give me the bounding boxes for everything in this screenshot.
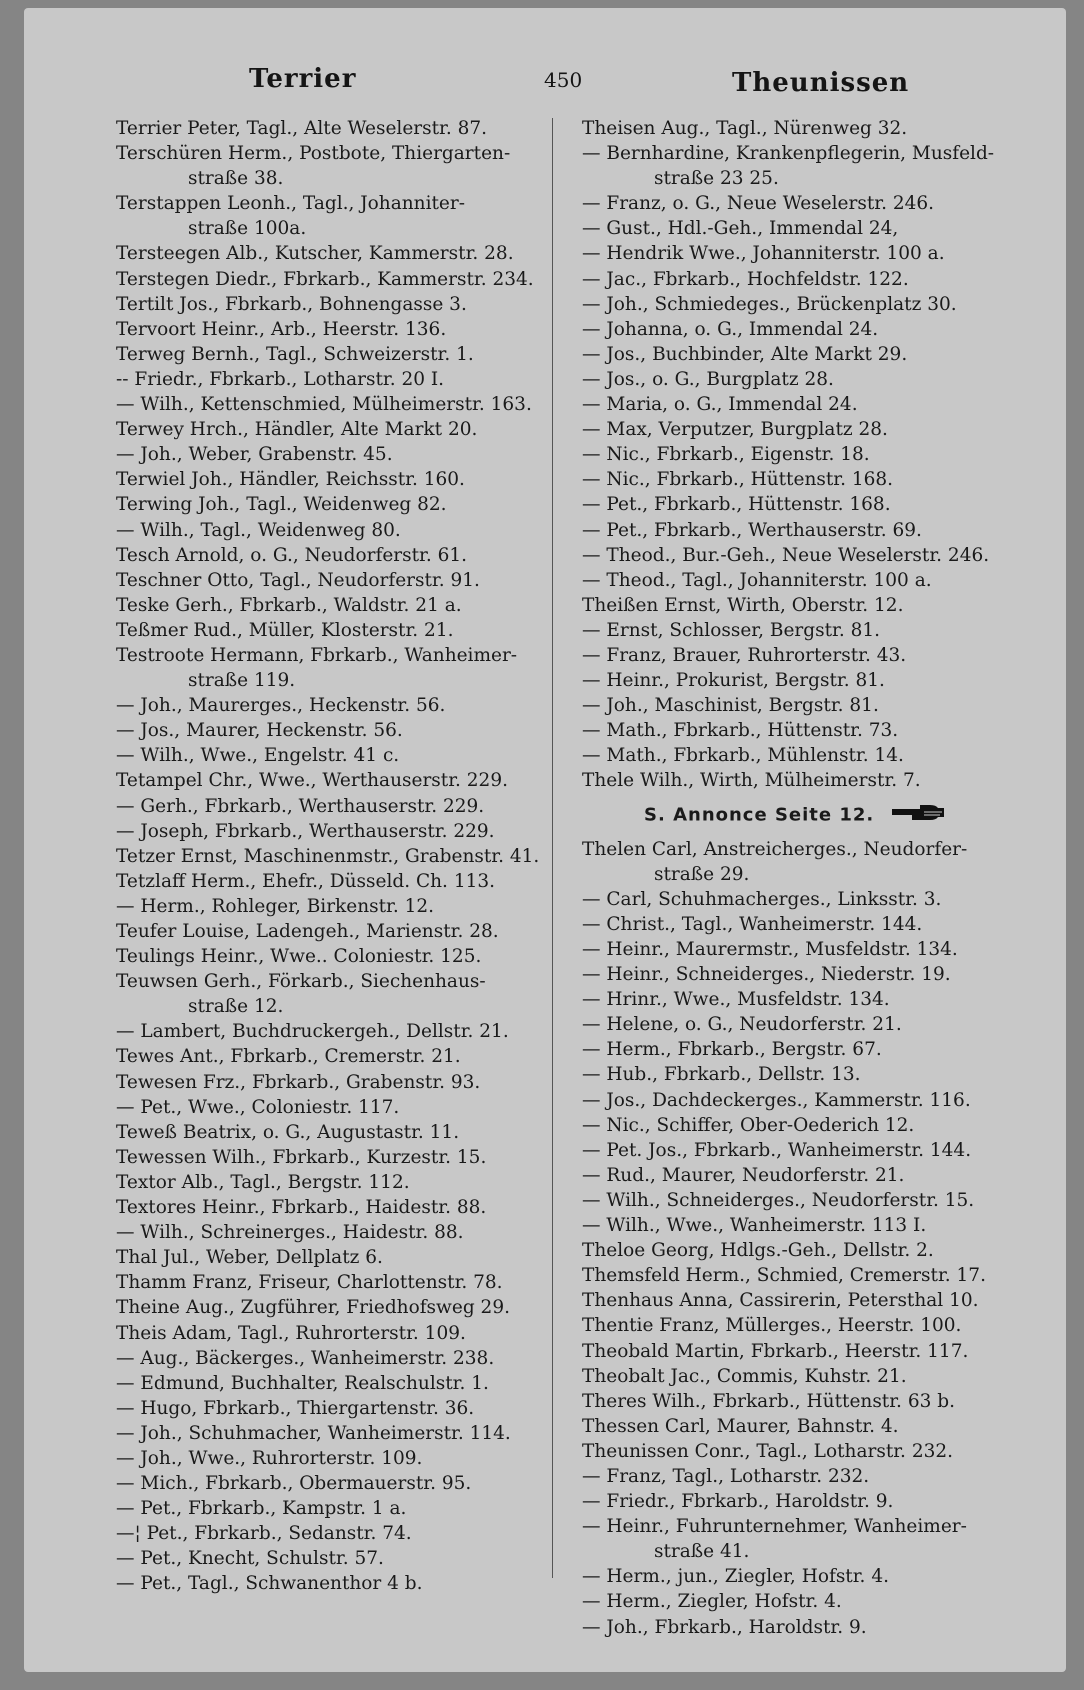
directory-entry [116,718,556,743]
entry-continuation: straße 41. [654,1541,750,1563]
entry-text: — Pet., Fbrkarb., Werthauserstr. 69. [582,519,922,541]
entry-text: Tetzlaff Herm., Ehefr., Düsseld. Ch. 113. [116,870,496,892]
directory-entry [116,191,556,241]
entry-continuation: straße 119. [188,670,296,692]
entry-continuation: straße 100a. [188,218,307,240]
directory-entry [582,1188,1042,1213]
directory-entry [116,1145,556,1170]
directory-entry [582,1088,1042,1113]
directory-entry [116,1245,556,1270]
directory-entry [116,768,556,793]
directory-entry [582,116,1042,141]
entry-text: — Nic., Fbrkarb., Eigenstr. 18. [582,444,870,466]
directory-entry [582,1238,1042,1263]
entry-text: Teweß Beatrix, o. G., Augustastr. 11. [116,1121,460,1143]
entry-text: — Aug., Bäckerges., Wanheimerstr. 238. [116,1347,495,1369]
directory-entry [582,1113,1042,1138]
directory-entry [582,1037,1042,1062]
directory-entry [582,492,1042,517]
directory-entry [582,1062,1042,1087]
directory-entry [582,1339,1042,1364]
directory-entry [116,894,556,919]
directory-entry [116,1019,556,1044]
directory-entry [582,1439,1042,1464]
directory-entry [582,937,1042,962]
directory-entry [116,693,556,718]
directory-entry [582,467,1042,492]
directory-entry [116,819,556,844]
directory-entry [116,844,556,869]
entry-text: Tervoort Heinr., Arb., Heerstr. 136. [116,318,447,340]
entry-continuation: straße 23 25. [654,168,779,190]
directory-entry [582,1213,1042,1238]
entry-text: — Herm., jun., Ziegler, Hofstr. 4. [582,1566,889,1588]
entry-text: Theobald Martin, Fbrkarb., Heerstr. 117. [582,1340,969,1362]
header-right-word: Theunissen [732,68,910,98]
entry-text: — Math., Fbrkarb., Mühlenstr. 14. [582,745,904,767]
directory-entry [116,1521,556,1546]
directory-entry [582,1414,1042,1439]
directory-entry [582,417,1042,442]
entry-text: Terschüren Herm., Postbote, Thiergarten- [116,143,511,165]
directory-entry [116,1546,556,1571]
directory-entry [582,216,1042,241]
entry-text: Tertilt Jos., Fbrkarb., Bohnengasse 3. [116,293,467,315]
entry-text: — Wilh., Schneiderges., Neudorferstr. 15. [582,1189,975,1211]
entry-text: — Wilh., Wwe., Engelstr. 41 c. [116,745,400,767]
entry-text: Teufer Louise, Ladengeh., Marienstr. 28. [116,921,499,942]
entry-text: — Joh., Schmiedeges., Brückenplatz 30. [582,293,957,315]
page-number: 450 [544,68,583,92]
entry-text: Tetzer Ernst, Maschinenmstr., Grabenstr. 41. [116,845,540,867]
entry-text: — Carl, Schuhmacherges., Linksstr. 3. [582,888,942,910]
entry-text: — Pet., Knecht, Schulstr. 57. [116,1548,384,1570]
directory-entry [116,1120,556,1145]
entry-text: — Herm., Ziegler, Hofstr. 4. [582,1591,842,1613]
directory-entry [116,367,556,392]
entry-text: — Heinr., Schneiderges., Niederstr. 19. [582,964,951,986]
directory-entry [116,1346,556,1371]
directory-entry [582,191,1042,216]
entry-text: Terwing Joh., Tagl., Weidenweg 82. [116,494,447,516]
directory-entry [116,1396,556,1421]
entry-text: — Rud., Maurer, Neudorferstr. 21. [582,1164,905,1186]
entry-text: — Theod., Tagl., Johanniterstr. 100 a. [582,569,932,591]
directory-entry [582,962,1042,987]
entry-text: — Maria, o. G., Immendal 24. [582,394,858,416]
entry-text: Terstappen Leonh., Tagl., Johanniter- [116,193,465,215]
directory-entry [582,1364,1042,1389]
entry-text: — Math., Fbrkarb., Hüttenstr. 73. [582,720,899,742]
entry-text: -- Friedr., Fbrkarb., Lotharstr. 20 I. [116,368,445,390]
directory-entry [116,267,556,292]
entry-text: — Christ., Tagl., Wanheimerstr. 144. [582,913,923,935]
entry-text: — Joh., Schuhmacher, Wanheimerstr. 114. [116,1422,511,1444]
directory-entry [116,492,556,517]
directory-entry [582,292,1042,317]
directory-entry [116,141,556,191]
entry-text: — Hrinr., Wwe., Musfeldstr. 134. [582,989,890,1011]
entry-text: Tersteegen Alb., Kutscher, Kammerstr. 28. [116,243,514,265]
directory-entry [582,768,1042,793]
directory-entry [582,693,1042,718]
entry-text: Tewessen Wilh., Fbrkarb., Kurzestr. 15. [116,1146,487,1168]
directory-entry [582,1615,1042,1640]
entry-text: — Gust., Hdl.-Geh., Immendal 24, [582,218,899,240]
directory-entry [582,1012,1042,1037]
entry-text: Tesch Arnold, o. G., Neudorferstr. 61. [116,544,468,566]
entry-text: — Wilh., Wwe., Wanheimerstr. 113 I. [582,1215,927,1237]
directory-entry [582,1514,1042,1564]
entry-text: — Jos., o. G., Burgplatz 28. [582,368,834,390]
directory-entry [116,292,556,317]
directory-entry [116,969,556,1019]
entry-text: Terwiel Joh., Händler, Reichsstr. 160. [116,469,465,491]
directory-page [24,8,1066,1672]
entry-text: — Jos., Buchbinder, Alte Markt 29. [582,343,908,365]
left-column [116,116,556,1597]
directory-entry [582,743,1042,768]
entry-text: — Theod., Bur.-Geh., Neue Weselerstr. 246. [582,544,990,566]
entry-text: — Hub., Fbrkarb., Dellstr. 13. [582,1064,861,1086]
entry-text: — Lambert, Buchdruckergeh., Dellstr. 21. [116,1021,509,1043]
entry-text: Teulings Heinr., Wwe.. Coloniestr. 125. [116,946,482,968]
entry-text: Tewesen Frz., Fbrkarb., Grabenstr. 93. [116,1071,481,1093]
entry-text: — Wilh., Schreinerges., Haidestr. 88. [116,1222,464,1244]
entry-text: — Joseph, Fbrkarb., Werthauserstr. 229. [116,820,495,842]
directory-entry [582,1489,1042,1514]
entry-text: Theunissen Conr., Tagl., Lotharstr. 232. [582,1440,954,1462]
directory-entry [116,1421,556,1446]
entry-text: Thentie Franz, Müllerges., Heerstr. 100. [582,1315,962,1337]
directory-entry [116,1446,556,1471]
entry-text: Textor Alb., Tagl., Bergstr. 112. [116,1171,410,1193]
directory-entry [582,442,1042,467]
entry-text: — Friedr., Fbrkarb., Haroldstr. 9. [582,1491,894,1513]
directory-entry [116,1044,556,1069]
entry-text: — Franz, Brauer, Ruhrorterstr. 43. [582,644,907,666]
entry-text: Teschner Otto, Tagl., Neudorferstr. 91. [116,569,480,591]
entry-text: — Helene, o. G., Neudorferstr. 21. [582,1014,902,1036]
entry-text: Thamm Franz, Friseur, Charlottenstr. 78. [116,1272,503,1294]
entry-text: Tetampel Chr., Wwe., Werthauserstr. 229. [116,770,508,792]
entry-text: Textores Heinr., Fbrkarb., Haidestr. 88. [116,1197,487,1219]
directory-entry [582,593,1042,618]
entry-text: — Joh., Fbrkarb., Haroldstr. 9. [582,1616,867,1638]
entry-text: — Edmund, Buchhalter, Realschulstr. 1. [116,1372,489,1394]
entry-text: Terweg Bernh., Tagl., Schweizerstr. 1. [116,343,474,365]
right-column-bottom [582,837,1042,1640]
directory-entry [582,1564,1042,1589]
directory-entry [582,342,1042,367]
right-column-top [582,116,1042,794]
entry-text: — Joh., Wwe., Ruhrorterstr. 109. [116,1447,423,1469]
directory-entry [116,442,556,467]
directory-entry [582,1464,1042,1489]
entry-text: — Max, Verputzer, Burgplatz 28. [582,419,888,441]
directory-entry [116,1270,556,1295]
entry-text: Theißen Ernst, Wirth, Oberstr. 12. [582,594,904,616]
directory-entry [116,568,556,593]
header-left-word: Terrier [249,64,357,94]
directory-entry [116,1095,556,1120]
directory-entry [116,317,556,342]
directory-entry [582,392,1042,417]
directory-entry [116,241,556,266]
entry-continuation: straße 29. [654,863,750,885]
entry-text: — Nic., Fbrkarb., Hüttenstr. 168. [582,469,894,491]
directory-entry [582,543,1042,568]
entry-text: Tewes Ant., Fbrkarb., Cremerstr. 21. [116,1046,461,1068]
entry-text: — Herm., Fbrkarb., Bergstr. 67. [582,1039,882,1061]
directory-entry [582,987,1042,1012]
entry-text: Teuwsen Gerh., Förkarb., Siechenhaus- [116,971,486,993]
entry-text: — Heinr., Prokurist, Bergstr. 81. [582,670,885,692]
entry-text: — Hendrik Wwe., Johanniterstr. 100 a. [582,243,945,265]
entry-text: Theobalt Jac., Commis, Kuhstr. 21. [582,1365,907,1387]
directory-entry [116,417,556,442]
directory-entry [116,593,556,618]
entry-text: — Ernst, Schlosser, Bergstr. 81. [582,619,880,641]
entry-text: Thelen Carl, Anstreicherges., Neudorfer- [582,838,968,860]
entry-text: — Nic., Schiffer, Ober-Oederich 12. [582,1114,915,1136]
directory-entry [582,317,1042,342]
entry-text: — Johanna, o. G., Immendal 24. [582,318,879,340]
directory-entry [116,1571,556,1596]
entry-text: Theres Wilh., Fbrkarb., Hüttenstr. 63 b. [582,1390,955,1412]
entry-text: Terrier Peter, Tagl., Alte Weselerstr. 87. [116,118,488,139]
directory-entry [582,837,1042,887]
entry-text: Thessen Carl, Maurer, Bahnstr. 4. [582,1415,899,1437]
entry-text: — Pet., Fbrkarb., Kampstr. 1 a. [116,1498,407,1520]
directory-entry [582,618,1042,643]
directory-entry [116,618,556,643]
entry-text: — Pet., Wwe., Coloniestr. 117. [116,1096,400,1118]
entry-text: — Pet. Jos., Fbrkarb., Wanheimerstr. 144. [582,1139,972,1161]
directory-entry [582,1389,1042,1414]
directory-entry [582,241,1042,266]
entry-continuation: straße 38. [188,168,284,190]
directory-entry [582,1138,1042,1163]
entry-text: Thenhaus Anna, Cassirerin, Petersthal 10. [582,1290,979,1312]
entry-text: — Herm., Rohleger, Birkenstr. 12. [116,895,435,917]
directory-entry [116,869,556,894]
directory-entry [116,1295,556,1320]
directory-entry [116,1371,556,1396]
entry-text: — Jac., Fbrkarb., Hochfeldstr. 122. [582,268,909,290]
directory-entry [582,1163,1042,1188]
entry-text: — Joh., Maschinist, Bergstr. 81. [582,695,879,717]
entry-text: Themsfeld Herm., Schmied, Cremerstr. 17. [582,1265,986,1287]
entry-text: — Mich., Fbrkarb., Obermauerstr. 95. [116,1473,472,1495]
entry-text: — Jos., Maurer, Heckenstr. 56. [116,720,403,742]
directory-entry [116,543,556,568]
entry-text: — Heinr., Fuhrunternehmer, Wanheimer- [582,1516,967,1538]
entry-text: Thele Wilh., Wirth, Mülheimerstr. 7. [582,770,921,792]
directory-entry [582,718,1042,743]
right-column [582,116,1042,1640]
entry-continuation: straße 12. [188,996,284,1018]
entry-text: — Wilh., Tagl., Weidenweg 80. [116,519,401,541]
directory-entry [582,1263,1042,1288]
directory-entry [116,1471,556,1496]
directory-entry [582,912,1042,937]
pointing-hand-icon [890,802,946,829]
entry-text: — Franz, Tagl., Lotharstr. 232. [582,1465,870,1487]
directory-entry [116,1321,556,1346]
entry-text: Thal Jul., Weber, Dellplatz 6. [116,1247,383,1269]
directory-entry [116,342,556,367]
directory-entry [116,643,556,693]
directory-entry [116,467,556,492]
directory-entry [116,1496,556,1521]
directory-entry [582,643,1042,668]
entry-text: — Hugo, Fbrkarb., Thiergartenstr. 36. [116,1397,475,1419]
entry-text: Terstegen Diedr., Fbrkarb., Kammerstr. 234. [116,268,534,290]
entry-text: Theisen Aug., Tagl., Nürenweg 32. [582,118,908,139]
entry-text: Teske Gerh., Fbrkarb., Waldstr. 21 a. [116,594,462,616]
directory-entry [116,944,556,969]
directory-entry [116,1070,556,1095]
directory-entry [116,518,556,543]
directory-entry [582,267,1042,292]
entry-text: — Gerh., Fbrkarb., Werthauserstr. 229. [116,795,485,817]
directory-entry [582,367,1042,392]
entry-text: Testroote Hermann, Fbrkarb., Wanheimer- [116,644,518,666]
entry-text: Teßmer Rud., Müller, Klosterstr. 21. [116,619,454,641]
entry-text: Theloe Georg, Hdlgs.-Geh., Dellstr. 2. [582,1240,934,1262]
entry-text: — Joh., Maurerges., Heckenstr. 56. [116,695,446,717]
entry-text: —¦ Pet., Fbrkarb., Sedanstr. 74. [116,1523,412,1545]
entry-text: — Heinr., Maurermstr., Musfeldstr. 134. [582,939,958,960]
directory-entry [582,568,1042,593]
directory-entry [582,887,1042,912]
directory-entry [116,743,556,768]
directory-entry [582,668,1042,693]
directory-entry [116,392,556,417]
directory-entry [116,116,556,141]
entry-text: — Bernhardine, Krankenpflegerin, Musfeld- [582,143,995,165]
entry-text: — Franz, o. G., Neue Weselerstr. 246. [582,193,935,215]
entry-text: Terwey Hrch., Händler, Alte Markt 20. [116,419,478,441]
page-header [24,64,1066,104]
entry-text: — Jos., Dachdeckerges., Kammerstr. 116. [582,1089,971,1111]
annonce-text: S. Annonce Seite 12. [644,804,875,826]
directory-entry [116,1170,556,1195]
entry-text: Theis Adam, Tagl., Ruhrorterstr. 109. [116,1322,466,1344]
directory-entry [582,141,1042,191]
directory-entry [116,794,556,819]
directory-entry [582,518,1042,543]
directory-entry [582,1288,1042,1313]
entry-text: Theine Aug., Zugführer, Friedhofsweg 29. [116,1297,510,1319]
entry-text: — Joh., Weber, Grabenstr. 45. [116,444,393,466]
directory-entry [116,1195,556,1220]
directory-entry [116,1220,556,1245]
entry-text: — Pet., Fbrkarb., Hüttenstr. 168. [582,494,891,516]
entry-text: — Wilh., Kettenschmied, Mülheimerstr. 163. [116,394,532,416]
directory-entry [582,1589,1042,1614]
directory-entry [116,919,556,944]
entry-text: — Pet., Tagl., Schwanenthor 4 b. [116,1573,423,1595]
directory-entry [582,1313,1042,1338]
annonce-notice [582,802,1042,829]
